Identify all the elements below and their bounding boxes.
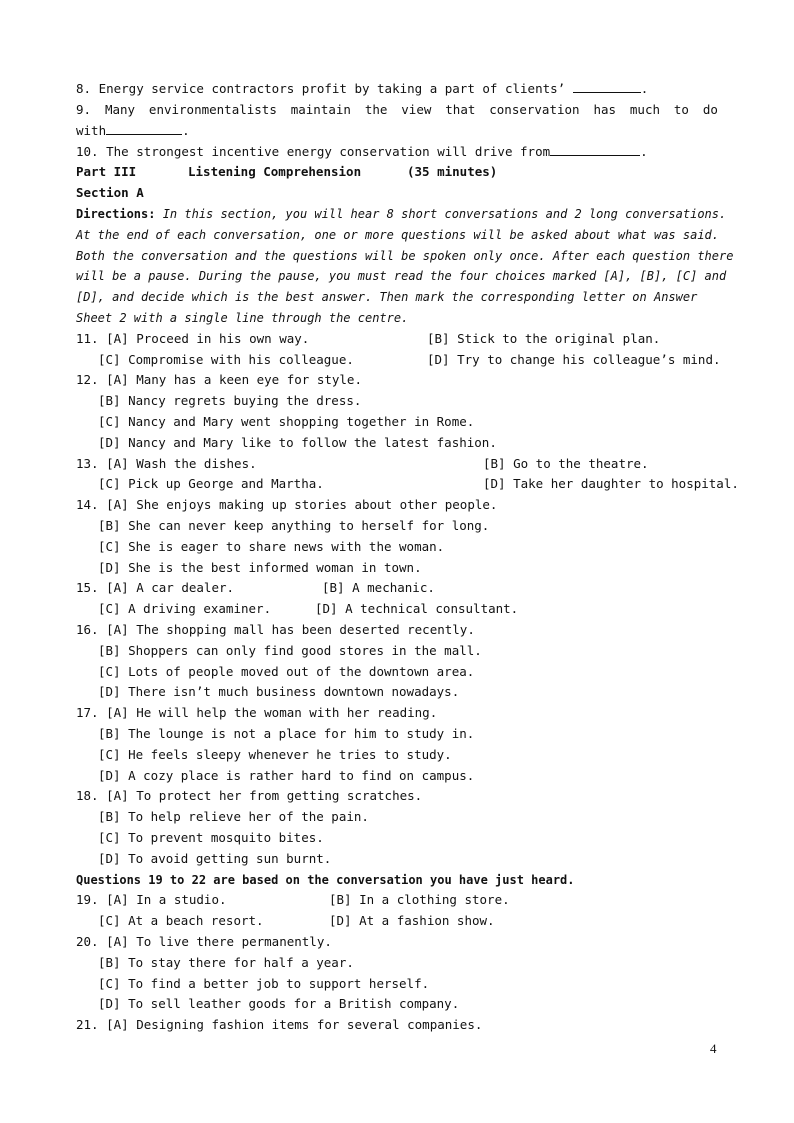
directions-line-4: will be a pause. During the pause, you must read the four choices marked [A], [B], [C] and — [76, 269, 727, 283]
q11-option-c[interactable]: [C] Compromise with his colleague. — [98, 352, 354, 367]
part-label: Part III — [76, 164, 137, 179]
q12-option-b[interactable]: [B] Nancy regrets buying the dress. — [98, 393, 362, 408]
q16-option-a[interactable]: 16. [A] The shopping mall has been deserted recently. — [76, 622, 475, 637]
q12-option-d[interactable]: [D] Nancy and Mary like to follow the latest fashion. — [98, 435, 497, 450]
q19-option-a[interactable]: 19. [A] In a studio. — [76, 892, 227, 907]
q14-option-b[interactable]: [B] She can never keep anything to herself for long. — [98, 518, 490, 533]
q17-option-a[interactable]: 17. [A] He will help the woman with her reading. — [76, 705, 438, 720]
question-9-word: do — [702, 102, 718, 117]
question-9-word: conservation — [489, 102, 580, 117]
question-9-continuation: with . — [76, 123, 190, 138]
question-9-word: much — [629, 102, 660, 117]
directions-line-1: Directions: In this section, you will hear 8 short conversations and 2 long conversations. — [76, 207, 727, 221]
question-9-word: that — [445, 102, 476, 117]
q16-option-d[interactable]: [D] There isn’t much business downtown nowadays. — [98, 684, 460, 699]
q16-option-b[interactable]: [B] Shoppers can only find good stores in the mall. — [98, 643, 482, 658]
question-9-word: 9. — [76, 102, 92, 117]
q11-option-d[interactable]: [D] Try to change his colleague’s mind. — [427, 352, 721, 367]
q13-option-b[interactable]: [B] Go to the theatre. — [483, 456, 649, 471]
directions-line-2: At the end of each conversation, one or more questions will be asked about what was said. — [76, 228, 719, 242]
q18-option-a[interactable]: 18. [A] To protect her from getting scratches. — [76, 788, 423, 803]
q13-option-a[interactable]: 13. [A] Wash the dishes. — [76, 456, 257, 471]
q17-option-b[interactable]: [B] The lounge is not a place for him to study in. — [98, 726, 475, 741]
q11-option-b[interactable]: [B] Stick to the original plan. — [427, 331, 661, 346]
q15-option-b[interactable]: [B] A mechanic. — [322, 580, 435, 595]
directions-line-5: [D], and decide which is the best answer. Then mark the corresponding letter on Answer — [76, 290, 698, 304]
q18-option-b[interactable]: [B] To help relieve her of the pain. — [98, 809, 369, 824]
part-time: (35 minutes) — [407, 164, 498, 179]
question-8: 8. Energy service contractors profit by taking a part of clients’ . — [76, 81, 649, 96]
q12-option-c[interactable]: [C] Nancy and Mary went shopping together in Rome. — [98, 414, 475, 429]
section-heading: Section A — [76, 185, 144, 200]
q14-option-d[interactable]: [D] She is the best informed woman in town. — [98, 560, 422, 575]
question-9-word: has — [593, 102, 617, 117]
q18-option-c[interactable]: [C] To prevent mosquito bites. — [98, 830, 324, 845]
q20-option-b[interactable]: [B] To stay there for half a year. — [98, 955, 354, 970]
part-title: Listening Comprehension — [188, 164, 362, 179]
page-number: 4 — [710, 1041, 717, 1056]
q19-option-c[interactable]: [C] At a beach resort. — [98, 913, 264, 928]
q19-option-b[interactable]: [B] In a clothing store. — [329, 892, 510, 907]
directions-line-6: Sheet 2 with a single line through the centre. — [76, 311, 409, 325]
q17-option-c[interactable]: [C] He feels sleepy whenever he tries to study. — [98, 747, 452, 762]
q20-option-c[interactable]: [C] To find a better job to support herself. — [98, 976, 430, 991]
question-9-word: the — [364, 102, 388, 117]
question-9-word: Many — [104, 102, 136, 117]
question-9 — [76, 102, 718, 118]
question-10: 10. The strongest incentive energy conservation will drive from . — [76, 144, 648, 159]
q20-option-d[interactable]: [D] To sell leather goods for a British company. — [98, 996, 460, 1011]
q17-option-d[interactable]: [D] A cozy place is rather hard to find on campus. — [98, 768, 475, 783]
answer-blank-8[interactable] — [573, 81, 641, 93]
q13-option-c[interactable]: [C] Pick up George and Martha. — [98, 476, 324, 491]
q14-option-c[interactable]: [C] She is eager to share news with the woman. — [98, 539, 445, 554]
q14-option-a[interactable]: 14. [A] She enjoys making up stories about other people. — [76, 497, 498, 512]
q11-option-a[interactable]: 11. [A] Proceed in his own way. — [76, 331, 310, 346]
directions-line-3: Both the conversation and the questions will be spoken only once. After each question there — [76, 249, 734, 263]
question-9-word: maintain — [290, 102, 351, 117]
questions-19-22-heading: Questions 19 to 22 are based on the conversation you have just heard. — [76, 873, 575, 887]
q15-option-c[interactable]: [C] A driving examiner. — [98, 601, 272, 616]
q19-option-d[interactable]: [D] At a fashion show. — [329, 913, 495, 928]
q20-option-a[interactable]: 20. [A] To live there permanently. — [76, 934, 332, 949]
question-9-word: environmentalists — [148, 102, 277, 117]
q15-option-a[interactable]: 15. [A] A car dealer. — [76, 580, 235, 595]
q15-option-d[interactable]: [D] A technical consultant. — [315, 601, 519, 616]
q18-option-d[interactable]: [D] To avoid getting sun burnt. — [98, 851, 332, 866]
q13-option-d[interactable]: [D] Take her daughter to hospital. — [483, 476, 739, 491]
answer-blank-9[interactable] — [106, 123, 182, 135]
answer-blank-10[interactable] — [550, 144, 640, 156]
q12-option-a[interactable]: 12. [A] Many has a keen eye for style. — [76, 372, 362, 387]
question-9-word: to — [673, 102, 689, 117]
q16-option-c[interactable]: [C] Lots of people moved out of the downtown area. — [98, 664, 475, 679]
q21-option-a[interactable]: 21. [A] Designing fashion items for several companies. — [76, 1017, 483, 1032]
question-9-word: view — [401, 102, 432, 117]
directions-label: Directions: — [76, 207, 156, 221]
